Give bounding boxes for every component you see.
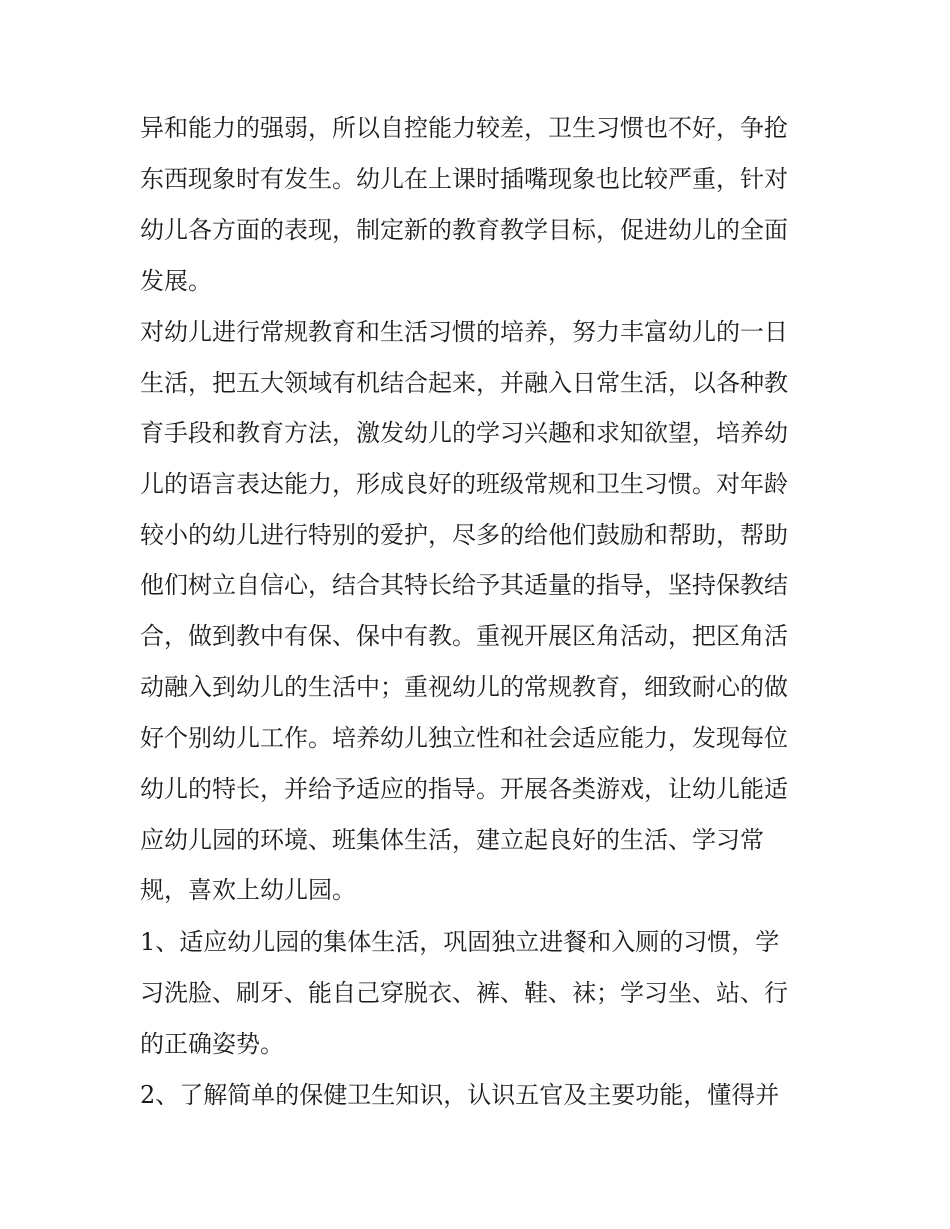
text-line: 规，喜欢上幼儿园。 xyxy=(140,876,356,904)
text-line: 育手段和教育方法，激发幼儿的学习兴趣和求知欲望，培养幼 xyxy=(140,419,788,447)
text-line: 合，做到教中有保、保中有教。重视开展区角活动，把区角活 xyxy=(140,622,788,650)
text-line: 较小的幼儿进行特别的爱护，尽多的给他们鼓励和帮助，帮助 xyxy=(140,521,788,549)
text-line: 2、了解简单的保健卫生知识，认识五官及主要功能，懂得并 xyxy=(140,1081,780,1109)
text-line: 他们树立自信心，结合其特长给予其适量的指导，坚持保教结 xyxy=(140,571,788,599)
text-line: 发展。 xyxy=(140,267,212,295)
text-line: 幼儿的特长，并给予适应的指导。开展各类游戏，让幼儿能适 xyxy=(140,775,788,803)
text-line: 1、适应幼儿园的集体生活，巩固独立进餐和入厕的习惯，学 xyxy=(140,928,780,956)
text-line: 应幼儿园的环境、班集体生活，建立起良好的生活、学习常 xyxy=(140,826,764,854)
text-line: 幼儿各方面的表现，制定新的教育教学目标，促进幼儿的全面 xyxy=(140,216,788,244)
text-line: 动融入到幼儿的生活中；重视幼儿的常规教育，细致耐心的做 xyxy=(140,673,788,701)
text-line: 儿的语言表达能力，形成良好的班级常规和卫生习惯。对年龄 xyxy=(140,470,788,498)
text-line: 的正确姿势。 xyxy=(140,1030,284,1058)
text-line: 对幼儿进行常规教育和生活习惯的培养，努力丰富幼儿的一日 xyxy=(140,318,788,346)
text-line: 生活，把五大领域有机结合起来，并融入日常生活，以各种教 xyxy=(140,369,788,397)
text-line: 异和能力的强弱，所以自控能力较差，卫生习惯也不好，争抢 xyxy=(140,114,788,142)
text-line: 习洗脸、刷牙、能自己穿脱衣、裤、鞋、袜；学习坐、站、行 xyxy=(140,979,788,1007)
text-line: 好个别幼儿工作。培养幼儿独立性和社会适应能力，发现每位 xyxy=(140,724,788,752)
text-line: 东西现象时有发生。幼儿在上课时插嘴现象也比较严重，针对 xyxy=(140,165,788,193)
